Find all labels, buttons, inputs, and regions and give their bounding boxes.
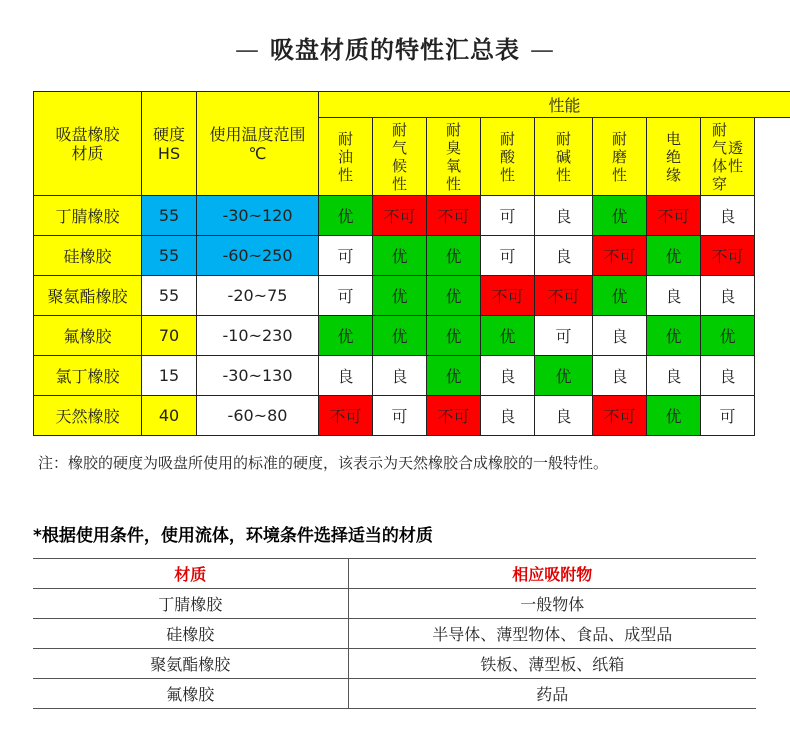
rating-cell: 不可 (427, 196, 481, 236)
rating-cell: 可 (535, 316, 593, 356)
rating-cell: 不可 (319, 396, 373, 436)
rating-cell: 良 (319, 356, 373, 396)
adsorption-table (33, 558, 756, 709)
header-prop: 耐酸性 (481, 118, 535, 196)
rating-cell: 良 (701, 276, 755, 316)
rating-cell: 优 (535, 356, 593, 396)
table-row (34, 316, 790, 356)
rating-cell: 良 (481, 396, 535, 436)
temperature-cell: -20~75 (197, 276, 319, 316)
rating-cell: 不可 (481, 276, 535, 316)
rating-cell: 可 (481, 196, 535, 236)
rating-cell: 优 (373, 236, 427, 276)
page-title (0, 30, 790, 65)
temperature-cell: -30~120 (197, 196, 319, 236)
rating-cell: 良 (373, 356, 427, 396)
properties-table (33, 91, 790, 436)
temperature-cell: -60~250 (197, 236, 319, 276)
header-performance: 性能 (319, 92, 790, 118)
rating-cell: 不可 (701, 236, 755, 276)
rating-cell: 不可 (593, 236, 647, 276)
header-material: 吸盘橡胶 材质 (34, 92, 142, 196)
table-row: 氟橡胶 药品 (33, 679, 756, 709)
rating-cell: 良 (535, 236, 593, 276)
rating-cell: 可 (481, 236, 535, 276)
rating-cell: 优 (427, 316, 481, 356)
table-row (34, 196, 790, 236)
title-text: 吸盘材质的特性汇总表 (270, 36, 520, 64)
header-prop: 耐臭氧性 (427, 118, 481, 196)
rating-cell: 不可 (373, 196, 427, 236)
rating-cell: 不可 (535, 276, 593, 316)
rating-cell: 良 (647, 356, 701, 396)
rating-cell: 良 (535, 196, 593, 236)
rating-cell: 良 (593, 356, 647, 396)
rating-cell: 良 (593, 316, 647, 356)
hardness-cell: 70 (142, 316, 197, 356)
material-name-cell: 聚氨酯橡胶 (34, 276, 142, 316)
selection-subtitle: *根据使用条件，使用流体，环境条件选择适当的材质 (33, 526, 433, 546)
rating-cell: 可 (701, 396, 755, 436)
table-row (34, 356, 790, 396)
rating-cell: 优 (593, 276, 647, 316)
rating-cell: 优 (647, 396, 701, 436)
material-name-cell: 氯丁橡胶 (34, 356, 142, 396)
table-row (34, 396, 790, 436)
rating-cell: 可 (373, 396, 427, 436)
rating-cell: 可 (319, 236, 373, 276)
rating-cell: 可 (319, 276, 373, 316)
rating-cell: 优 (427, 356, 481, 396)
rating-cell: 优 (373, 316, 427, 356)
material-name-cell: 丁腈橡胶 (34, 196, 142, 236)
table-row: 聚氨酯橡胶 铁板、薄型板、纸箱 (33, 649, 756, 679)
hardness-cell: 55 (142, 196, 197, 236)
adsorption-header-object: 相应吸附物 (348, 559, 756, 589)
hardness-cell: 15 (142, 356, 197, 396)
rating-cell: 良 (701, 356, 755, 396)
header-temperature: 使用温度范围 ℃ (197, 92, 319, 196)
table-row: 硅橡胶 半导体、薄型物体、食品、成型品 (33, 619, 756, 649)
title-dash-right: — (530, 36, 555, 64)
adsorption-header-material: 材质 (33, 559, 348, 589)
rating-cell: 不可 (427, 396, 481, 436)
rating-cell: 良 (481, 356, 535, 396)
rating-cell: 优 (427, 276, 481, 316)
header-prop: 耐气候性 (373, 118, 427, 196)
header-prop: 电绝缘 (647, 118, 701, 196)
rating-cell: 优 (701, 316, 755, 356)
rating-cell: 优 (373, 276, 427, 316)
rating-cell: 不可 (647, 196, 701, 236)
material-name-cell: 硅橡胶 (34, 236, 142, 276)
header-prop: 耐磨性 (593, 118, 647, 196)
header-prop: 耐碱性 (535, 118, 593, 196)
title-dash-left: — (235, 36, 260, 64)
rating-cell: 不可 (593, 396, 647, 436)
table-row: 丁腈橡胶 一般物体 (33, 589, 756, 619)
rating-cell: 优 (427, 236, 481, 276)
rating-cell: 良 (701, 196, 755, 236)
temperature-cell: -10~230 (197, 316, 319, 356)
rating-cell: 优 (319, 316, 373, 356)
table-note: 注：橡胶的硬度为吸盘所使用的标准的硬度，该表示为天然橡胶合成橡胶的一般特性。 (38, 454, 609, 472)
header-prop-gas: 耐气体穿 透性 (701, 118, 755, 196)
rating-cell: 优 (593, 196, 647, 236)
material-name-cell: 天然橡胶 (34, 396, 142, 436)
hardness-cell: 40 (142, 396, 197, 436)
table-row (34, 276, 790, 316)
rating-cell: 优 (647, 316, 701, 356)
rating-cell: 优 (647, 236, 701, 276)
hardness-cell: 55 (142, 276, 197, 316)
header-prop: 耐油性 (319, 118, 373, 196)
rating-cell: 优 (481, 316, 535, 356)
temperature-cell: -30~130 (197, 356, 319, 396)
table-row (34, 236, 790, 276)
rating-cell: 良 (535, 396, 593, 436)
rating-cell: 良 (647, 276, 701, 316)
material-name-cell: 氟橡胶 (34, 316, 142, 356)
hardness-cell: 55 (142, 236, 197, 276)
header-hardness: 硬度 HS (142, 92, 197, 196)
rating-cell: 优 (319, 196, 373, 236)
temperature-cell: -60~80 (197, 396, 319, 436)
